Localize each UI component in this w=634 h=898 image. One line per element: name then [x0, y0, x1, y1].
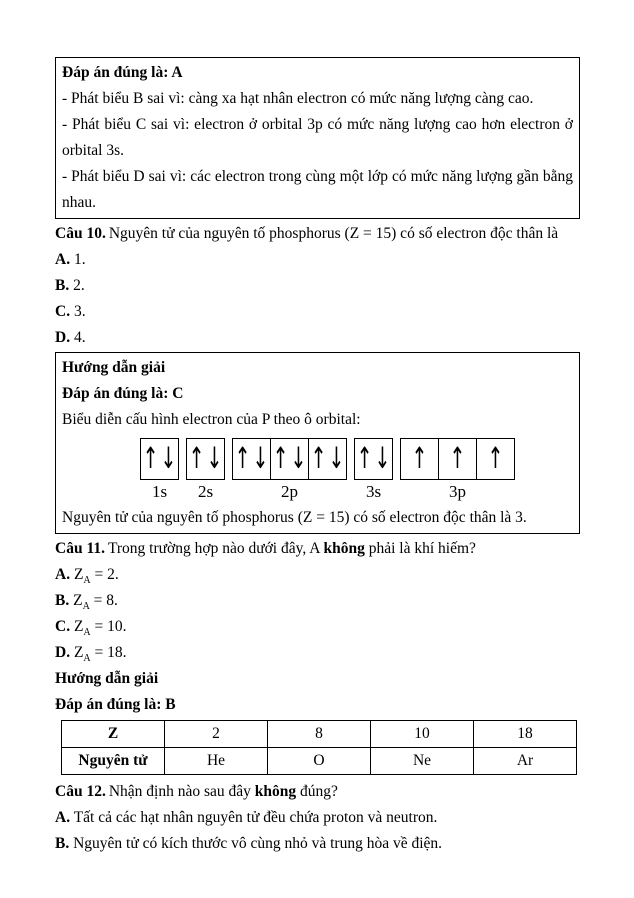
orbital-label: 2p — [281, 482, 298, 501]
orbital-label: 3p — [449, 482, 466, 501]
down-arrow-icon: ↓ — [160, 441, 177, 476]
orbital-group-2p — [232, 438, 347, 502]
question-12-text: Câu 12. Nhận định nào sau đây không đúng? — [55, 783, 338, 800]
down-arrow-icon: ↓ — [374, 441, 391, 476]
orbital-intro: Biểu diễn cấu hình electron của P theo ô orbital: — [62, 411, 361, 428]
subscript: A — [83, 575, 91, 587]
solution-conclusion: Nguyên tử của nguyên tố phosphorus (Z = 15) có số electron độc thân là 3. — [62, 509, 527, 526]
option-letter: B. — [55, 277, 70, 294]
question-10-label: Câu 10. — [55, 225, 106, 242]
option-formula: $Z_A = 10$. — [73, 618, 127, 639]
table-cell: 18 — [474, 721, 577, 748]
question-12-label: Câu 12. — [55, 783, 106, 800]
orbital-group-2s — [186, 438, 225, 502]
option-letter: A. — [55, 566, 71, 583]
question-11-option-b — [55, 588, 580, 614]
option-letter: D. — [55, 644, 71, 661]
table-cell: Ar — [474, 748, 577, 775]
answer-line-q11: Đáp án đúng là: B — [55, 696, 176, 713]
orbital-boxes — [186, 438, 225, 480]
orbital-label: 3s — [365, 482, 382, 501]
option-formula: $Z_A = 18$. — [73, 644, 127, 665]
up-arrow-icon: ↑ — [487, 441, 504, 476]
question-11-text: Câu 11. Trong trường hợp nào dưới đây, A không phải là khí hiếm? — [55, 540, 476, 557]
orbital-cell — [141, 439, 178, 479]
up-arrow-icon: ↑ — [310, 441, 327, 476]
option-text: Nguyên tử có kích thước vô cùng nhỏ và trung hòa về điện. — [73, 835, 443, 852]
orbital-cell — [270, 439, 308, 479]
table-cell: Ne — [371, 748, 474, 775]
explanation-point-b: - Phát biểu B sai vì: càng xa hạt nhân electron có mức năng lượng càng cao. — [62, 90, 534, 107]
orbital-boxes — [140, 438, 179, 480]
table-row-z — [62, 721, 577, 748]
down-arrow-icon: ↓ — [206, 441, 223, 476]
option-text: 1. — [73, 251, 86, 268]
solution-box-q10 — [55, 352, 580, 534]
down-arrow-icon: ↓ — [290, 441, 307, 476]
option-text: 2. — [73, 277, 85, 294]
explanation-point-d: - Phát biểu D sai vì: các electron trong cùng một lớp có mức năng lượng gần bằng nhau. — [62, 168, 573, 211]
up-arrow-icon: ↑ — [142, 441, 159, 476]
solution-heading: Hướng dẫn giải — [62, 359, 166, 376]
answer-line-q9 — [62, 60, 573, 86]
option-letter: A. — [55, 251, 71, 268]
subscript: A — [83, 627, 91, 639]
emphasis-word: không — [254, 783, 297, 800]
subscript: A — [83, 653, 91, 665]
question-12-option-b — [55, 831, 580, 857]
orbital-group-1s — [140, 438, 179, 502]
orbital-cell — [187, 439, 224, 479]
table-cell: 10 — [371, 721, 474, 748]
orbital-cell — [308, 439, 346, 479]
question-11-option-a — [55, 562, 580, 588]
orbital-boxes — [400, 438, 515, 480]
orbital-label: 1s — [151, 482, 168, 501]
option-text: 3. — [73, 303, 86, 320]
orbital-boxes — [232, 438, 347, 480]
up-arrow-icon: ↑ — [272, 441, 289, 476]
table-cell: Nguyên tử — [62, 748, 165, 775]
option-text: Tất cả các hạt nhân nguyên tử đều chứa proton và neutron. — [73, 809, 438, 826]
orbital-cell — [476, 439, 514, 479]
up-arrow-icon: ↑ — [188, 441, 205, 476]
up-arrow-icon: ↑ — [411, 441, 428, 476]
option-letter: B. — [55, 592, 70, 609]
up-arrow-icon: ↑ — [449, 441, 466, 476]
question-10-option-a — [55, 247, 580, 273]
option-letter: B. — [55, 835, 70, 852]
question-10-text: Câu 10. Nguyên tử của nguyên tố phosphorus (Z = 15) có số electron độc thân là — [55, 225, 559, 242]
up-arrow-icon: ↑ — [234, 441, 251, 476]
up-arrow-icon: ↑ — [356, 441, 373, 476]
question-11-option-d — [55, 640, 580, 666]
option-letter: C. — [55, 618, 71, 635]
orbital-cell — [401, 439, 438, 479]
option-letter: A. — [55, 809, 71, 826]
answer-text: Đáp án đúng là: A — [62, 64, 183, 81]
down-arrow-icon: ↓ — [328, 441, 345, 476]
question-12-option-a — [55, 805, 580, 831]
solution-box-q9 — [55, 57, 580, 219]
table-cell: He — [165, 748, 268, 775]
orbital-group-3p — [400, 438, 515, 502]
orbital-cell — [355, 439, 392, 479]
question-10-option-b — [55, 273, 580, 299]
question-11-option-c — [55, 614, 580, 640]
emphasis-word: không — [323, 540, 365, 557]
orbital-cell — [438, 439, 476, 479]
question-10-option-c — [55, 299, 580, 325]
table-cell: 8 — [268, 721, 371, 748]
table-cell: O — [268, 748, 371, 775]
solution-heading-q11: Hướng dẫn giải — [55, 670, 159, 687]
orbital-label: 2s — [197, 482, 214, 501]
option-formula: $Z_A = 8$. — [73, 592, 118, 613]
explanation-point-c: - Phát biểu C sai vì: electron ở orbital 3p có mức năng lượng cao hơn electron ở orbital 3s. — [62, 116, 573, 159]
orbital-cell — [233, 439, 270, 479]
table-row-atoms — [62, 748, 577, 775]
orbital-diagram — [140, 438, 573, 502]
orbital-boxes — [354, 438, 393, 480]
table-cell: 2 — [165, 721, 268, 748]
option-text: 4. — [73, 329, 86, 346]
option-letter: C. — [55, 303, 71, 320]
answer-line-q10: Đáp án đúng là: C — [62, 385, 184, 402]
down-arrow-icon: ↓ — [252, 441, 269, 476]
question-10-option-d — [55, 325, 580, 351]
elements-table — [61, 720, 577, 775]
option-letter: D. — [55, 329, 71, 346]
option-formula: $Z_A = 2$. — [73, 566, 119, 587]
table-cell: Z — [62, 721, 165, 748]
question-11-label: Câu 11. — [55, 540, 105, 557]
subscript: A — [82, 601, 90, 613]
orbital-group-3s — [354, 438, 393, 502]
